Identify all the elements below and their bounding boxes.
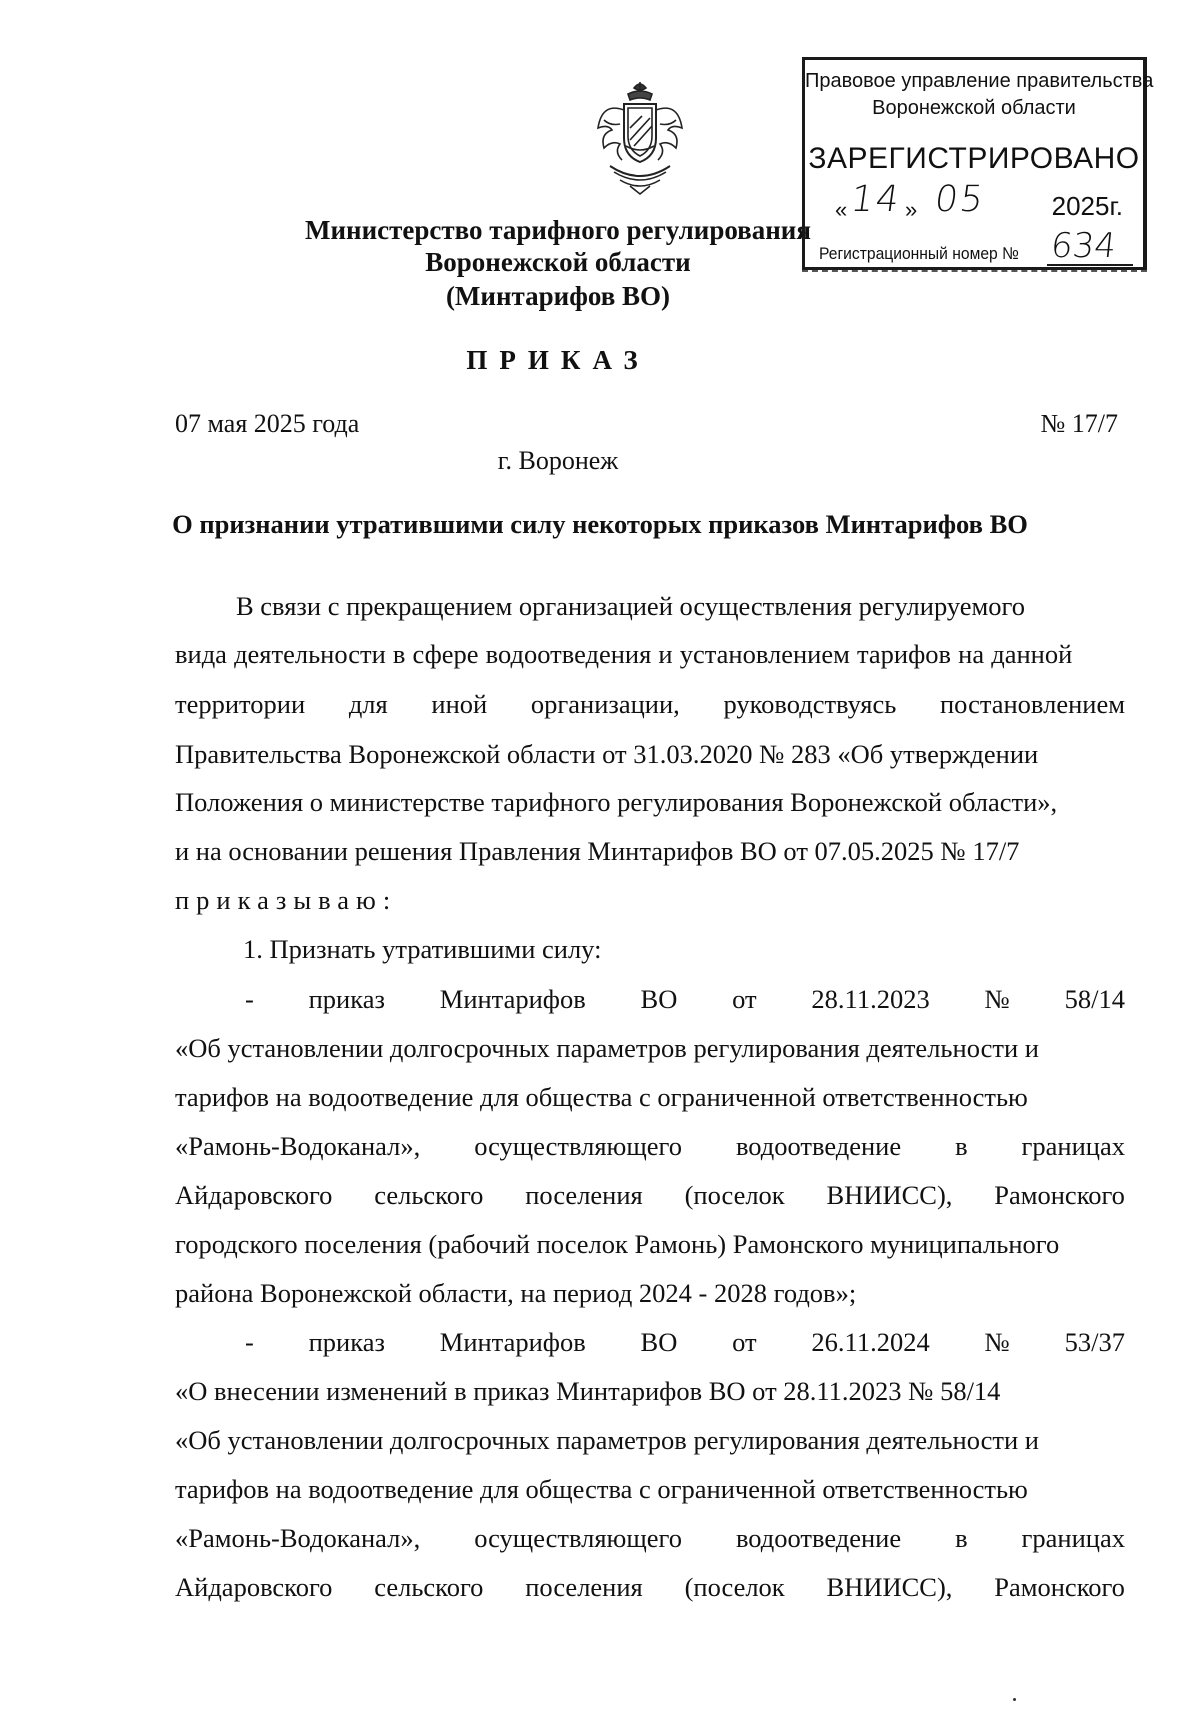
paragraph-line: вида деятельности в сфере водоотведения и установлением тарифов на данной [175, 639, 1073, 669]
bullet-2-line: тарифов на водоотведение для общества с ограниченной ответственностью [175, 1474, 1028, 1504]
registration-stamp [802, 57, 1154, 270]
stamp-org-line1: Правовое управление правительства [805, 70, 1154, 92]
coat-of-arms-emblem [590, 80, 690, 198]
bullet-2-line-justified: «Рамонь-Водоканал», осуществляющего водоотведение в границах [175, 1523, 1125, 1553]
stamp-registration [819, 226, 1133, 268]
scan-speck [1013, 1698, 1016, 1701]
paragraph-line: Положения о министерстве тарифного регулирования Воронежской области», [175, 787, 1058, 817]
stamp-date [835, 179, 1123, 223]
bullet-1-line: «Об установлении долгосрочных параметров регулирования деятельности и [175, 1033, 1039, 1063]
bullet-1-line-justified: «Рамонь-Водоканал», осуществляющего водоотведение в границах [175, 1131, 1125, 1161]
order-date: 07 мая 2025 года [175, 409, 360, 438]
ministry-name-line2: Воронежской области [425, 247, 691, 277]
order-city: г. Воронеж [497, 446, 619, 475]
paragraph-line-justified: территории для иной организации, руководствуясь постановлением [175, 689, 1125, 719]
order-number: № 17/7 [1040, 409, 1118, 438]
paragraph-line: и на основании решения Правления Минтарифов ВО от 07.05.2025 № 17/7 [175, 836, 1020, 866]
bullet-2-line: «Об установлении долгосрочных параметров регулирования деятельности и [175, 1425, 1039, 1455]
prikazyvayu: приказываю: [175, 885, 398, 915]
item-1: 1. Признать утратившими силу: [243, 934, 602, 964]
bullet-1-line: тарифов на водоотведение для общества с ограниченной ответственностью [175, 1082, 1028, 1112]
bullet-1-line: городского поселения (рабочий поселок Рамонь) Рамонского муниципального [175, 1229, 1060, 1259]
stamp-day: 14 [848, 179, 904, 220]
bullet-1-line-justified: Айдаровского сельского поселения (поселок ВНИИСС), Рамонского [175, 1180, 1125, 1210]
stamp-org-line2: Воронежской области [872, 97, 1076, 119]
stamp-reg-number: 634 [1048, 226, 1119, 266]
document-type: ПРИКАЗ [466, 345, 650, 375]
stamp-year: 2025г. [1051, 191, 1123, 221]
quote-open: « [835, 197, 848, 222]
bullet-2-head: - приказ Минтарифов ВО от 26.11.2024 № 53/37 [245, 1327, 1125, 1357]
order-title: О признании утратившими силу некоторых приказов Минтарифов ВО [172, 509, 1028, 539]
paragraph-line: Правительства Воронежской области от 31.03.2020 № 283 «Об утверждении [175, 739, 1039, 769]
stamp-reg-label: Регистрационный номер № [819, 244, 1019, 263]
ministry-abbrev: (Минтарифов ВО) [445, 281, 671, 311]
paragraph-line: В связи с прекращением организацией осуществления регулируемого [236, 591, 1025, 621]
ministry-name-line1: Министерство тарифного регулирования [305, 215, 811, 245]
bullet-1-head: - приказ Минтарифов ВО от 28.11.2023 № 58/14 [245, 984, 1125, 1014]
bullet-2-line: «О внесении изменений в приказ Минтарифов ВО от 28.11.2023 № 58/14 [175, 1376, 1001, 1406]
bullet-2-line-justified: Айдаровского сельского поселения (поселок ВНИИСС), Рамонского [175, 1572, 1125, 1602]
quote-close: » [905, 197, 918, 222]
bullet-1-line: района Воронежской области, на период 2024 - 2028 годов»; [175, 1278, 857, 1308]
stamp-month: 05 [932, 179, 988, 220]
stamp-status: ЗАРЕГИСТРИРОВАНО [808, 142, 1140, 175]
